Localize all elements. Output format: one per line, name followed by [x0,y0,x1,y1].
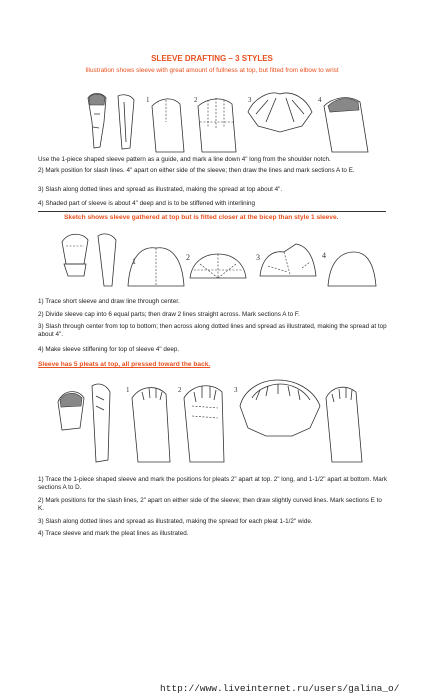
section2-step-2: 2) Divide sleeve cap into 6 equal parts; then draw 2 lines straight across. Mark sections A to F. [38,311,300,318]
section-divider [38,211,386,212]
sleeve-pattern-s2-4 [322,251,376,286]
section3-step-4: 4) Trace sleeve and mark the pleat lines as illustrated. [38,530,189,537]
sleeve-pattern-s2-2 [186,253,246,278]
sleeve-pattern-s3-2 [178,386,224,462]
section2-heading: Sketch shows sleeve gathered at top but is fitted closer at the bicep than style 1 sleeve. [64,214,339,221]
figure-number: 3 [234,386,238,394]
section1-step-4: 4) Shaded part of sleeve is about 4" deep and is to be stiffened with interlining [38,200,256,207]
figure-number: 1 [146,96,150,104]
section2-step-1: 1) Trace short sleeve and draw line through center. [38,298,180,305]
sleeve-pattern-2 [194,96,236,152]
sleeve-pattern-s2-1 [128,248,184,286]
section1-illustrations [80,92,380,156]
figure-number: 1 [132,257,136,266]
sleeve-pattern-s3-3 [234,380,320,436]
section3-step-1: 1) Trace the 1-piece shaped sleeve and mark the positions for pleats 2" apart at top. 2" long, and 1-1/2" apart at bottom. Mark sections A to D. [38,476,388,491]
sleeve-pattern-3 [248,93,312,132]
figure-number: 4 [318,96,322,104]
figure-number: 1 [126,386,130,394]
source-url[interactable]: http://www.liveinternet.ru/users/galina_o/ [160,683,400,694]
section2-step-4: 4) Make sleeve stiffening for top of sleeve 4" deep. [38,346,180,353]
figure-number: 2 [194,96,198,104]
sleeve-pattern-s3-1 [126,386,170,462]
section1-step-1: Use the 1-piece shaped sleeve pattern as a guide, and mark a line down 4" long from the shoulder notch. [38,156,331,163]
page-title: SLEEVE DRAFTING – 3 STYLES [151,54,273,63]
section1-step-2: 2) Mark position for slash lines. 4" apart on either side of the sleeve; then draw the lines and mark sections A to E. [38,167,355,174]
figure-number: 3 [248,96,252,104]
page-subtitle: Illustration shows sleeve with great amount of fullness at top, but fitted from elbow to wrist [85,67,339,74]
section2-illustrations [58,228,378,294]
sleeve-pattern-4 [318,96,368,152]
sleeve-sketch-2 [62,234,116,286]
sleeve-pattern-s2-3 [256,244,316,276]
sleeve-pattern-s3-4 [326,387,362,462]
sleeve-sketch-3 [58,384,110,462]
section3-heading: Sleeve has 5 pleats at top, all pressed toward the back. [38,361,211,368]
section3-step-2: 2) Mark positions for the slash lines, 2" apart on either side of the sleeve; then draw slightly curved lines. Mark sections E to K. [38,497,382,512]
sleeve-pattern-1 [146,96,184,152]
sleeve-sketch-1 [88,94,134,150]
figure-number: 2 [186,253,190,262]
section3-illustrations [52,376,372,472]
section3-step-3: 3) Slash along dotted lines and spread as illustrated, making the spread for each pleat 1-1/2" wide. [38,518,313,525]
section2-step-3: 3) Slash through center from top to bottom; then across along dotted lines and spread as illustrated, making the spread at top about 4". [38,323,387,338]
section1-step-3: 3) Slash along dotted lines and spread as illustrated, making the spread at top about 4". [38,186,283,193]
figure-number: 4 [322,251,326,260]
figure-number: 3 [256,253,260,262]
figure-number: 2 [178,386,182,394]
